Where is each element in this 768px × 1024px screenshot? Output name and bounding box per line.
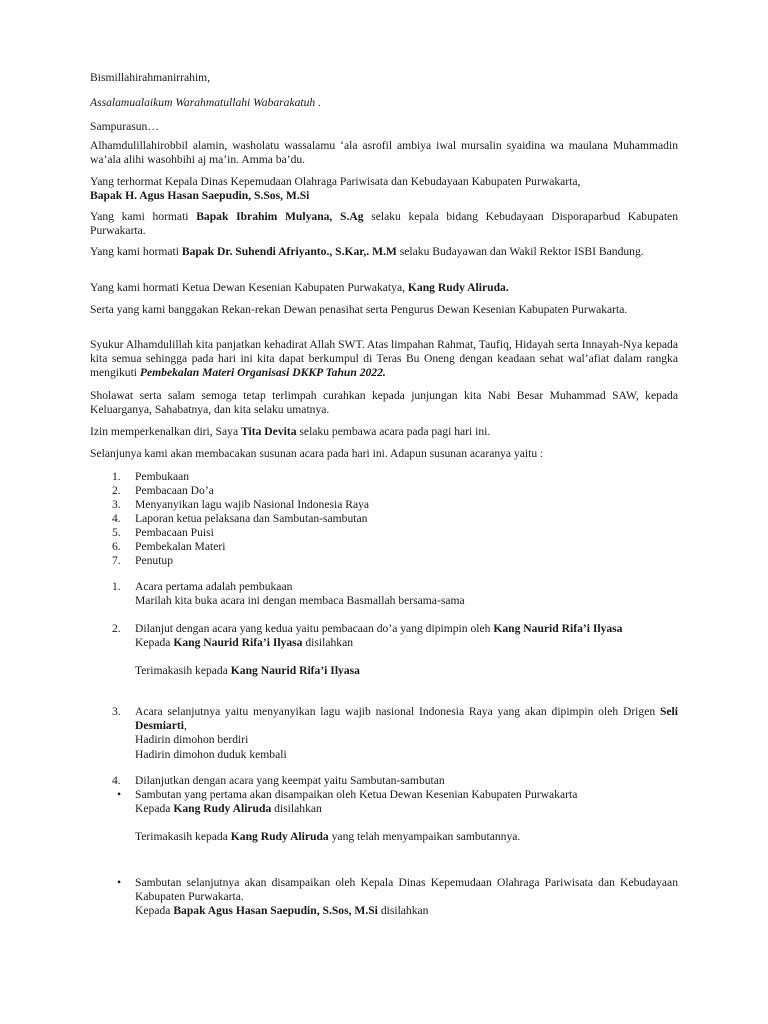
mc-name: Tita Devita: [241, 425, 297, 438]
hormat-kabid: Yang kami hormati Bapak Ibrahim Mulyana, S.Ag selaku kepala bidang Kebudayaan Disporaparbud Kabupaten Purwakarta.: [90, 210, 678, 238]
agenda-list: [112, 470, 369, 568]
rekan-paragraph: Serta yang kami banggakan Rekan-rekan Dewan penasihat serta Pengurus Dewan Kesenian Kabupaten Purwakarta.: [90, 303, 628, 316]
agenda-item: 6. Pembekalan Materi: [112, 540, 226, 553]
agenda-item: 5. Pembacaan Puisi: [112, 526, 214, 539]
hormat-budayawan: Yang kami hormati Bapak Dr. Suhendi Afriyanto., S.Kar,. M.M selaku Budayawan dan Wakil Rektor ISBI Bandung.: [90, 245, 644, 258]
selanjutnya-paragraph: Selanjunya kami akan membacakan susunan acara pada hari ini. Adapun susunan acaranya yaitu :: [90, 447, 544, 460]
agenda-item: 7. Penutup: [112, 554, 174, 567]
name-kepala-dinas: Bapak H. Agus Hasan Saepudin, S.Sos, M.Si: [90, 189, 310, 203]
section-sambutan: 4. Dilanjutkan dengan acara yang keempat yaitu Sambutan-sambutan: [112, 774, 445, 787]
bullet-icon: •: [117, 788, 122, 801]
section-pembukaan: 1. Acara pertama adalah pembukaan Marilah kita buka acara ini dengan membaca Basmallah bersama-sama: [112, 580, 465, 608]
salam: Assalamualaikum Warahmatullahi Wabarakatuh .: [90, 96, 322, 109]
name-ketua-dewan: Kang Rudy Aliruda.: [407, 281, 509, 294]
sampurasun: Sampurasun…: [90, 120, 159, 133]
agenda-item: 3. Menyanyikan lagu wajib Nasional Indonesia Raya: [112, 498, 370, 511]
opening-paragraph: Alhamdulillahirobbil alamin, washolatu wassalamu ‘ala asrofil ambiya iwal mursalin syaidina wa maulana Muhammadin wa’ala alihi wasohbihi aj ma’in. Amma ba’du.: [90, 139, 678, 167]
syukur-paragraph: Syukur Alhamdulillah kita panjatkan kehadirat Allah SWT. Atas limpahan Rahmat, Taufiq, Hidayah serta Innayah-Nya kepada kita semua sehingga pada hari ini kita dapat berkumpul di Teras Bu Oneng dengan keadaan sehat wal’afiat dalam rangka mengikuti Pembekalan Materi Organisasi DKKP Tahun 2022.: [90, 338, 678, 380]
hormat-ketua-dewan: Yang kami hormati Ketua Dewan Kesenian Kabupaten Purwakatya, Kang Rudy Aliruda.: [90, 281, 509, 294]
sholawat-paragraph: Sholawat serta salam semoga tetap terlimpah curahkan kepada junjungan kita Nabi Besar Muhammad SAW, kepada Keluarganya, Sahabatnya, dan kita selaku umatnya.: [90, 389, 678, 417]
bullet-sambutan-kadis: • Sambutan selanjutnya akan disampaikan oleh Kepala Dinas Kepemudaan Olahraga Pariwisata dan Kebudayaan Kabupaten Purwakarta. Kepada Bapak Agus Hasan Saepudin, S.Sos, M.Si disilahkan: [117, 876, 678, 918]
event-name: Pembekalan Materi Organisasi DKKP Tahun 2022.: [139, 366, 386, 380]
intro-paragraph: Izin memperkenalkan diri, Saya Tita Devita selaku pembawa acara pada pagi hari ini.: [90, 425, 491, 438]
conductor-name: Seli Desmiarti: [135, 705, 678, 733]
name-budayawan: Bapak Dr. Suhendi Afriyanto., S.Kar,. M.M: [181, 245, 397, 258]
name-kabid: Bapak Ibrahim Mulyana, S.Ag: [196, 210, 364, 223]
hormat-kepala-dinas: Yang terhormat Kepala Dinas Kepemudaan Olahraga Pariwisata dan Kebudayaan Kabupaten Purwakarta, Bapak H. Agus Hasan Saepudin, S.Sos, M.Si: [90, 175, 581, 203]
greeting: Bismillahirahmanirrahim,: [90, 71, 211, 84]
bullet-sambutan-ketua: • Sambutan yang pertama akan disampaikan oleh Ketua Dewan Kesenian Kabupaten Purwakarta Kepada Kang Rudy Aliruda disilahkan Terimakasih kepada Kang Rudy Aliruda yang telah menyampaikan sambutannya.: [117, 788, 578, 844]
agenda-item: 4. Laporan ketua pelaksana dan Sambutan-sambutan: [112, 512, 368, 525]
bullet-icon: •: [117, 876, 122, 889]
section-doa: 2. Dilanjut dengan acara yang kedua yaitu pembacaan do’a yang dipimpin oleh Kang Naurid Rifa’i Ilyasa Kepada Kang Naurid Rifa’i Ilyasa disilahkan Terimakasih kepada Kang Naurid Rifa’i Ilyasa: [112, 622, 623, 678]
section-indonesia-raya: 3. Acara selanjutnya yaitu menyanyikan lagu wajib nasional Indonesia Raya yang akan dipimpin oleh Drigen Seli Desmiarti, Hadirin dimohon berdiri Hadirin dimohon duduk kembali: [112, 705, 678, 761]
doa-leader-name: Kang Naurid Rifa’i Ilyasa: [493, 622, 623, 635]
agenda-item: 2. Pembacaan Do’a: [112, 484, 214, 497]
agenda-item: 1. Pembukaan: [112, 470, 190, 483]
